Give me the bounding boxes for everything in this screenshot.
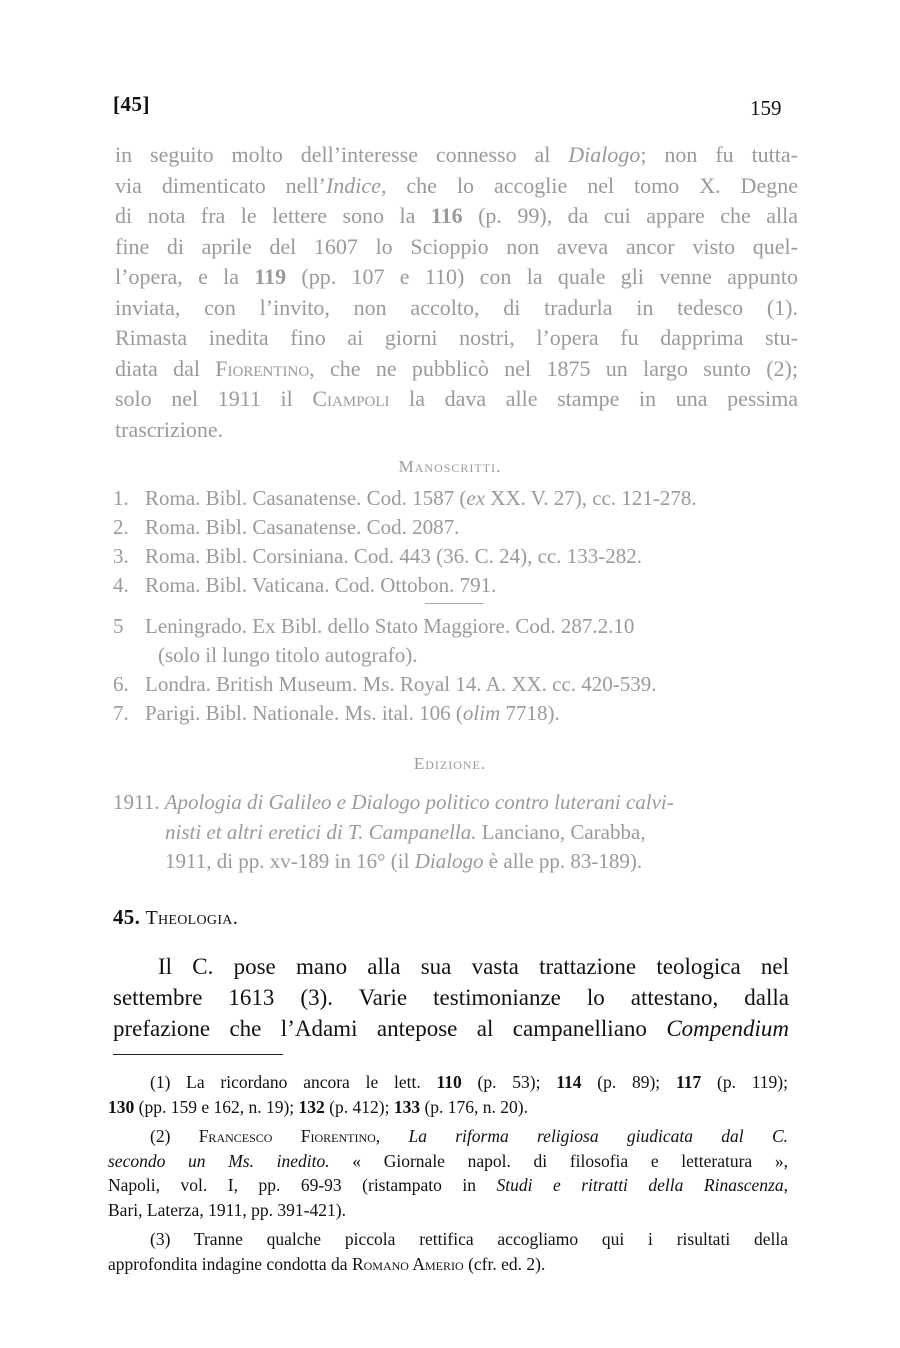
edizione-heading: Edizione. (413, 754, 487, 773)
italic-run: nisti et altri eretici di T. Campanella. (165, 819, 477, 844)
text-run: Parigi. Bibl. Nationale. Ms. ital. 106 ( (145, 701, 463, 725)
text-run: l’opera, e la (115, 264, 255, 289)
text-run: , che ne pubblicò nel 1875 un largo sunto (2); (309, 355, 798, 381)
manuscript-item (113, 670, 803, 699)
italic-run: olim (462, 701, 501, 725)
bold-run: 114 (556, 1072, 582, 1092)
text-run: 1911, di pp. xv-189 in 16° (il (165, 849, 415, 873)
text-run: Leningrado. Ex Bibl. dello Stato Maggiore. Cod. 287.2.10 (145, 614, 635, 638)
intro-line (115, 384, 798, 415)
text-run: prefazione che l’Adami antepose al campanelliano (113, 1016, 667, 1041)
manuscript-item (113, 571, 803, 600)
intro-line (115, 201, 798, 232)
text-run: XX. V. 27), cc. 121-278. (485, 486, 697, 510)
text-run: Napoli, vol. I, pp. 69-93 (ristampato in (108, 1175, 497, 1195)
bold-run: 116 (430, 203, 463, 228)
italic-run: Dialogo (414, 849, 484, 873)
text-run: inviata, con l’invito, non accolto, di tradurla in tedesco (1). (115, 294, 798, 320)
text-run: approfondita indagine condotta da (108, 1253, 352, 1274)
text-run: (p. 53); (461, 1072, 557, 1092)
text-run: Rimasta inedita fino ai giorni nostri, l’opera fu dapprima stu- (115, 325, 798, 350)
text-run: (1) La ricordano ancora le lett. (150, 1072, 437, 1092)
edition-line (113, 788, 798, 818)
body-line (113, 982, 789, 1013)
intro-line (115, 171, 798, 202)
text-run: Lanciano, Carabba, (476, 819, 646, 844)
footnote-line (108, 1149, 788, 1174)
body-paragraph (113, 951, 789, 1044)
italic-run: La riforma religiosa giudicata dal C. (408, 1126, 788, 1146)
item-number: 2. (113, 515, 129, 539)
item-number: 4. (113, 573, 129, 597)
text-run: via dimenticato nell’ (115, 172, 326, 198)
manuscript-item (113, 542, 803, 571)
text-run: in seguito molto dell’interesse connesso al (115, 142, 569, 167)
bold-run: 130 (108, 1096, 135, 1117)
intro-line (115, 354, 798, 385)
manuscript-list-foreign (113, 612, 803, 728)
bold-run: 110 (436, 1072, 462, 1092)
footnote-line (108, 1124, 788, 1149)
footnote-line (108, 1070, 788, 1095)
intro-line (115, 140, 798, 171)
page-header-section-number: [45] (113, 92, 150, 116)
manuscript-item (113, 699, 803, 728)
footnotes (108, 1070, 788, 1276)
intro-line (115, 232, 798, 263)
footnote (108, 1227, 788, 1276)
manuscript-item (113, 513, 803, 542)
text-run: (p. 99), da cui appare che alla (462, 203, 798, 228)
text-run: diata dal (115, 355, 216, 381)
body-line (113, 951, 789, 982)
list-divider (425, 603, 483, 604)
edition-entry (113, 788, 798, 877)
text-run: Londra. British Museum. Ms. Royal 14. A. XX. cc. 420-539. (145, 672, 657, 696)
text-run: 7718). (500, 701, 560, 725)
item-number: 5 (113, 614, 124, 638)
italic-run: Indice (325, 172, 381, 198)
item-number: 7. (113, 701, 129, 725)
text-run: di nota fra le lettere sono la (115, 203, 431, 228)
bold-run: 117 (675, 1072, 702, 1092)
footnote-rule (113, 1054, 283, 1055)
text-run: 1911. (113, 790, 165, 814)
small-caps-run: Romano Amerio (351, 1253, 464, 1274)
text-run: Roma. Bibl. Casanatense. Cod. 2087. (145, 515, 460, 539)
manuscript-list (113, 484, 803, 600)
text-run: , che lo accoglie nel tomo X. Degne (380, 172, 798, 198)
bold-run: 119 (254, 264, 287, 289)
text-run: fine di aprile del 1607 lo Scioppio non aveva ancor visto quel- (115, 233, 798, 259)
item-number: 3. (113, 544, 129, 568)
item-number: 1. (113, 486, 129, 510)
italic-run: Dialogo (568, 142, 641, 167)
text-run: , (783, 1175, 788, 1195)
italic-run: Apologia di Galileo e Dialogo politico contro luterani calvi- (164, 790, 674, 814)
italic-run: Studi e ritratti della Rinascenza (496, 1175, 784, 1195)
text-run: (pp. 159 e 162, n. 19); (134, 1096, 299, 1117)
italic-run: Compendium (666, 1016, 789, 1041)
intro-paragraph (115, 140, 798, 445)
footnote-line (108, 1095, 788, 1120)
edition-line (113, 818, 798, 848)
text-run: solo nel 1911 il (115, 386, 313, 411)
intro-line (115, 293, 798, 324)
footnote (108, 1070, 788, 1119)
manuscript-item (113, 612, 803, 670)
italic-run: ex (466, 486, 486, 510)
footnote-line (108, 1198, 788, 1223)
intro-line (115, 262, 798, 293)
section-title: Theologia. (145, 907, 239, 929)
text-run: è alle pp. 83-189). (483, 849, 643, 873)
text-run: (p. 89); (581, 1072, 676, 1092)
text-run: trascrizione. (115, 416, 224, 442)
text-run: (pp. 107 e 110) con la quale gli venne appunto (286, 264, 799, 289)
text-run: settembre 1613 (3). Varie testimonianze lo attestano, dalla (113, 985, 789, 1010)
text-run: Il C. pose mano alla sua vasta trattazione teologica nel (158, 954, 789, 979)
item-number: 6. (113, 672, 129, 696)
bold-run: 133 (393, 1096, 421, 1117)
text-run: Roma. Bibl. Casanatense. Cod. 1587 ( (145, 486, 467, 510)
footnote (108, 1124, 788, 1222)
small-caps-run: Francesco Fiorentino (198, 1126, 376, 1146)
intro-line (115, 323, 798, 354)
text-run: Roma. Bibl. Vaticana. Cod. Ottobon. 791. (145, 573, 497, 597)
text-run: (2) (150, 1126, 199, 1146)
text-run: (cfr. ed. 2). (463, 1253, 546, 1274)
footnote-line (108, 1173, 788, 1198)
italic-run: secondo un Ms. inedito. (108, 1150, 330, 1171)
page-number: 159 (750, 96, 782, 120)
item-continuation: (solo il lungo titolo autografo). (158, 643, 418, 667)
text-run: Bari, Laterza, 1911, pp. 391-421). (108, 1199, 346, 1220)
text-run: , (375, 1126, 409, 1146)
bold-run: 132 (298, 1096, 325, 1117)
manuscript-item (113, 484, 803, 513)
text-run: (p. 412); (324, 1096, 394, 1117)
footnote-line (108, 1227, 788, 1252)
text-run: (p. 176, n. 20). (420, 1096, 528, 1117)
text-run: Roma. Bibl. Corsiniana. Cod. 443 (36. C. 24), cc. 133-282. (145, 544, 642, 568)
manoscritti-heading: Manoscritti. (398, 457, 502, 476)
footnote-line (108, 1252, 788, 1277)
section-heading (113, 905, 238, 930)
edition-line (113, 847, 798, 877)
small-caps-run: Ciampoli (312, 386, 390, 411)
text-run: la dava alle stampe in una pessima (389, 386, 798, 411)
intro-line (115, 415, 798, 446)
small-caps-run: Fiorentino (215, 355, 310, 381)
text-run: « Giornale napol. di filosofia e letteratura », (329, 1150, 788, 1171)
text-run: ; non fu tutta- (640, 142, 799, 167)
body-line (113, 1013, 789, 1044)
section-number: 45. (113, 905, 141, 929)
text-run: (3) Tranne qualche piccola rettifica accogliamo qui i risultati della (150, 1229, 788, 1249)
text-run: (p. 119); (701, 1072, 788, 1092)
